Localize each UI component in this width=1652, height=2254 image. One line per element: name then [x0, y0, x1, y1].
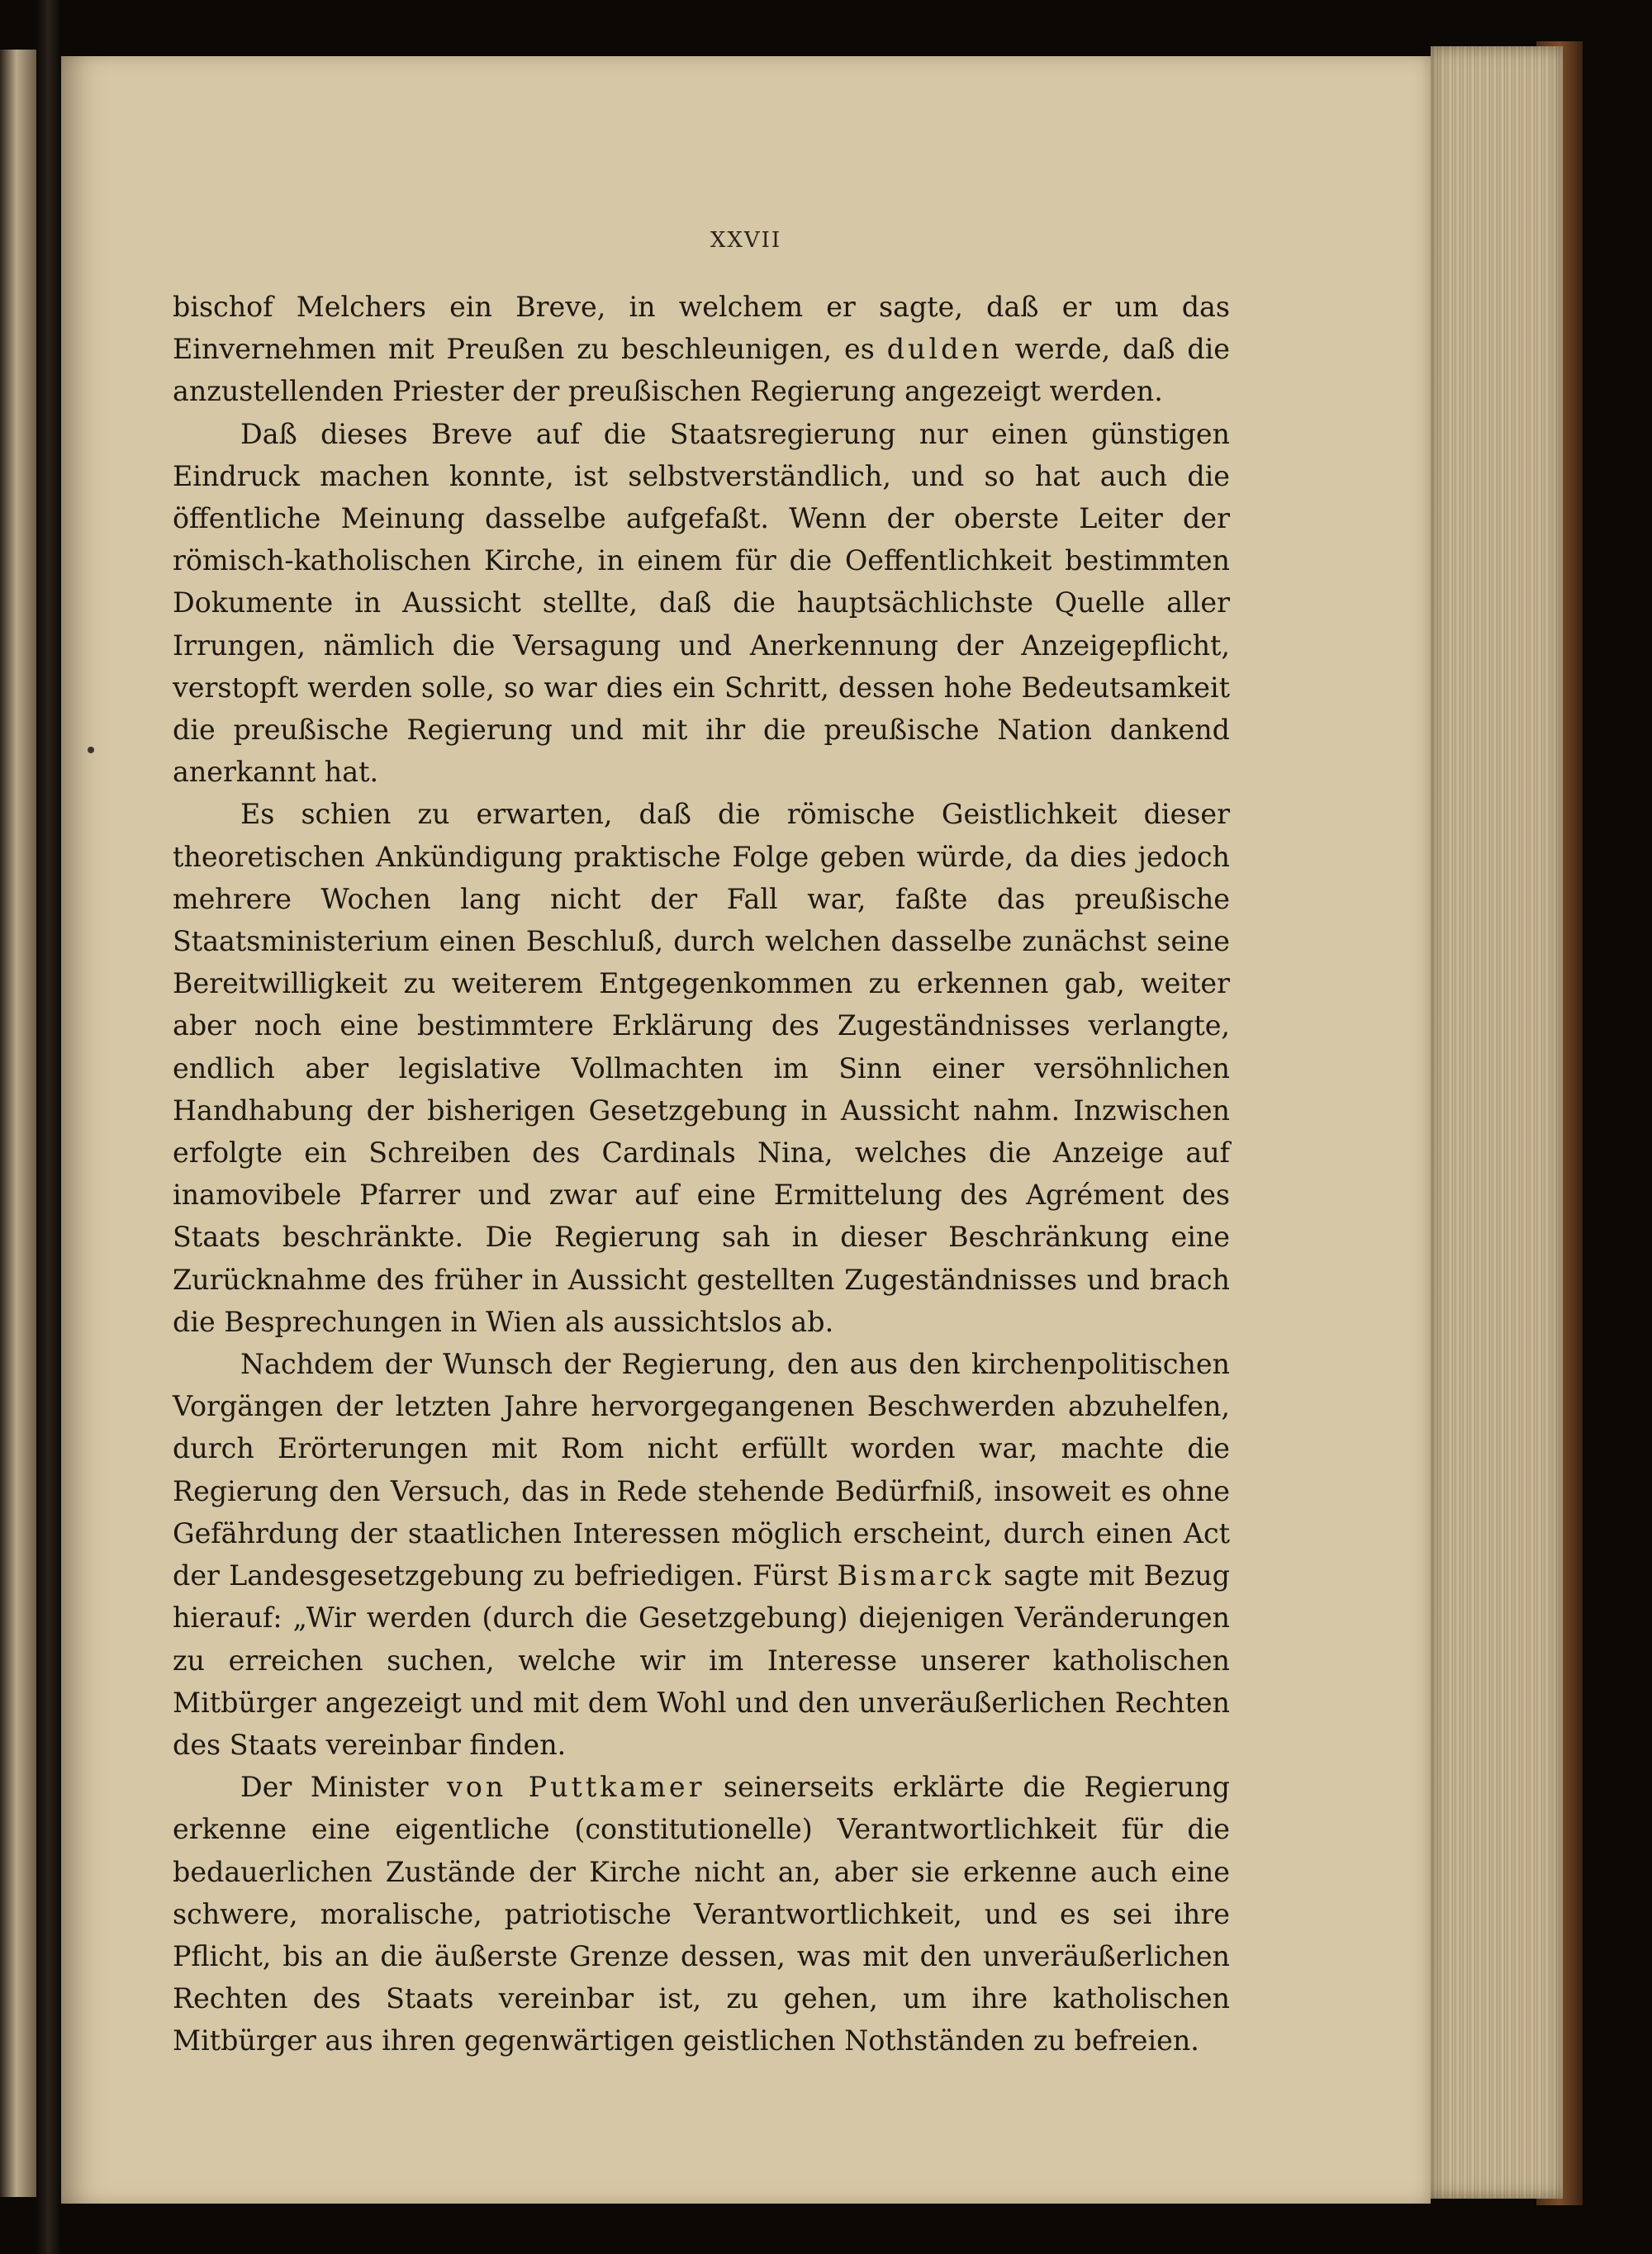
text-run: Daß dieses Breve auf die Staatsregierung nur einen günstigen Eindruck machen konnte, ist selbstverständlich, und so hat auch die öffentliche Meinung dasselbe aufgefaßt. Wenn der oberste Leiter der römisch-katholischen Kirche, in einem für die Oeffentlichkeit bestimmten Dokumente in Aussicht stellte, daß die hauptsächlichste Quelle aller Irrungen, nämlich die Versagung und Anerkennung der Anzeigepflicht, verstopft werden solle, so war dies ein Schritt, dessen hohe Bedeutsamkeit die preußische Regierung und mit ihr die preußische Nation dankend anerkannt hat. [173, 417, 1230, 789]
emphasized-name-bismarck: Bismarck [837, 1559, 995, 1592]
paragraph-4 [173, 1343, 1230, 1766]
left-page-edge [0, 50, 36, 2197]
book-gutter [36, 0, 61, 2254]
emphasized-name-puttkamer: von Puttkamer [447, 1771, 705, 1804]
page-body-text [173, 286, 1230, 2062]
page-number: XXVII [710, 228, 782, 253]
paragraph-5 [173, 1766, 1230, 2062]
text-run: sagte mit Bezug hierauf: „Wir werden (durch die Gesetzgebung) diejenigen Veränderungen zu erreichen suchen, welche wir im Interesse unserer katholischen Mitbürger angezeigt und mit dem Wohl und den unveräußerlichen Rechten des Staats vereinbar finden. [173, 1559, 1230, 1761]
book-page [61, 56, 1431, 2204]
text-run: seinerseits erklärte die Regierung erkenne eine eigentliche (constitutionelle) Verantwortlichkeit für die bedauerlichen Zustände der Kirche nicht an, aber sie erkenne auch eine schwere, moralische, patriotische Verantwortlichkeit, und es sei ihre Pflicht, bis an die äußerste Grenze dessen, was mit den unveräußerlichen Rechten des Staats vereinbar ist, zu gehen, um ihre katholischen Mitbürger aus ihren gegenwärtigen geistlichen Nothständen zu befreien. [173, 1771, 1230, 2057]
ink-spot [88, 747, 94, 753]
text-run: Der Minister [240, 1771, 448, 1804]
paragraph-1 [173, 286, 1230, 413]
text-run: Nachdem der Wunsch der Regierung, den aus den kirchenpolitischen Vorgängen der letzten Jahre hervorgegangenen Beschwerden abzuhelfen, durch Erörterungen mit Rom nicht erfüllt worden war, machte die Regierung den Versuch, das in Rede stehende Bedürfniß, insoweit es ohne Gefährdung der staatlichen Interessen möglich erscheint, durch einen Act der Landesgesetzgebung zu befriedigen. Fürst [173, 1348, 1230, 1592]
text-run: werde, daß die anzustellenden Priester der preußischen Regierung angezeigt werden. [173, 333, 1230, 408]
page-stack-edge [1431, 46, 1563, 2199]
text-run: Es schien zu erwarten, daß die römische Geistlichkeit dieser theoretischen Ankündigung praktische Folge geben würde, da dies jedoch mehrere Wochen lang nicht der Fall war, faßte das preußische Staatsministerium einen Beschluß, durch welchen dasselbe zunächst seine Bereitwilligkeit zu weiterem Entgegenkommen zu erkennen gab, weiter aber noch eine bestimmtere Erklärung des Zugeständnisses verlangte, endlich aber legislative Vollmachten im Sinn einer versöhnlichen Handhabung der bisherigen Gesetzgebung in Aussicht nahm. Inzwischen erfolgte ein Schreiben des Cardinals Nina, welches die Anzeige auf inamovibele Pfarrer und zwar auf eine Ermittelung des Agrément des Staats beschränkte. Die Regierung sah in dieser Beschränkung eine Zurücknahme des früher in Aussicht gestellten Zugeständnisses und brach die Besprechungen in Wien als aussichtslos ab. [173, 798, 1230, 1338]
paragraph-2 [173, 413, 1230, 794]
text-run: bischof Melchers ein Breve, in welchem er sagte, daß er um das Einvernehmen mit Preußen zu beschleunigen, es [173, 291, 1230, 366]
paragraph-3 [173, 793, 1230, 1343]
emphasized-word: dulden [886, 333, 1003, 366]
